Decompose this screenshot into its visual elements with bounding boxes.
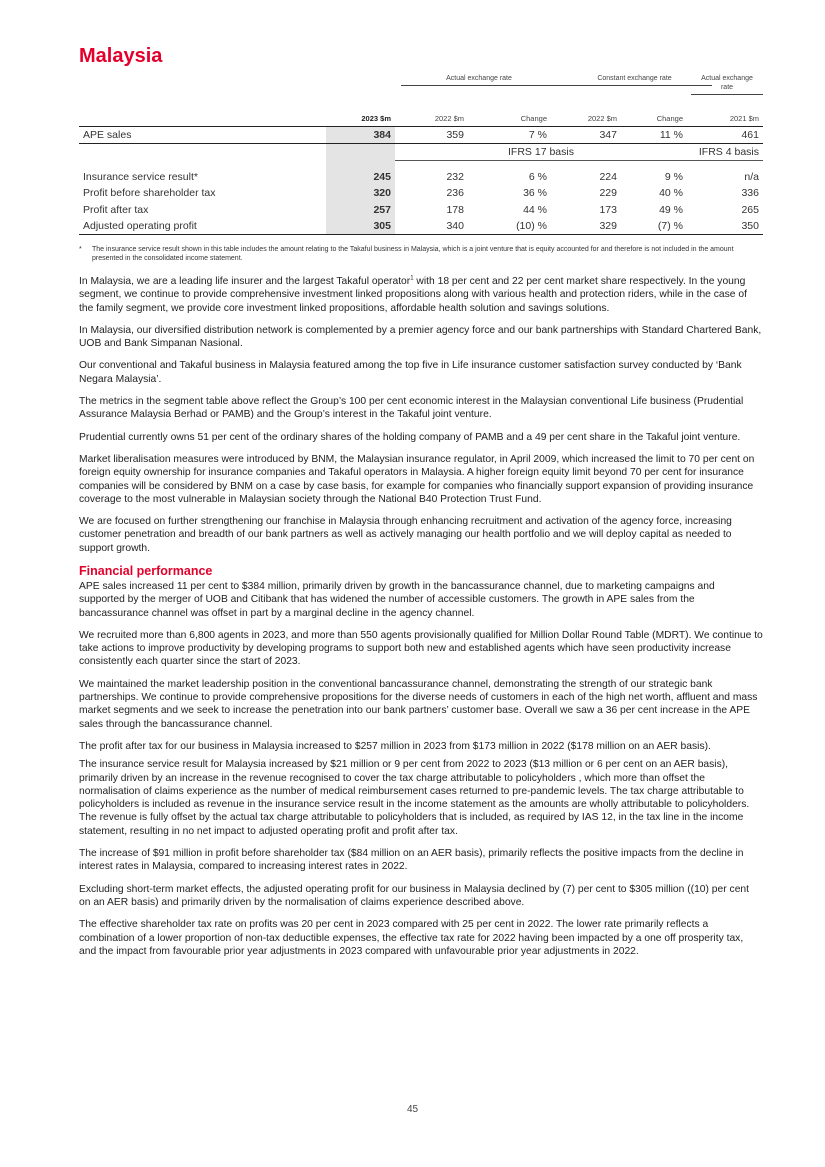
cell-2023: 384 — [326, 127, 395, 144]
col-2023: 2023 $m — [326, 112, 395, 127]
column-header-row — [79, 112, 763, 127]
footnote-ref: 1 — [410, 275, 414, 282]
group-2021-line1: Actual exchange — [701, 75, 753, 82]
financial-paragraph-2: We recruited more than 6,800 agents in 2023, and more than 550 agents provisionally qualified for Million Dollar Round Table (MDRT). We continue to take actions to improve productivity by developing programs to support both new and established agents which have seen productivity increase consistently each quarter since the start of 2023. — [79, 629, 763, 668]
table-row — [79, 169, 763, 185]
cell-2021: n/a — [744, 171, 759, 184]
cell-2022-aer: 359 — [395, 127, 468, 144]
page-title: Malaysia — [79, 45, 163, 67]
cell-change-cer: 9 % — [664, 171, 683, 184]
row-label: Insurance service result* — [83, 171, 198, 184]
financial-paragraph-6: The increase of $91 million in profit before shareholder tax ($84 million on an AER basis), primarily reflects the positive impacts from the decline in interest rates in Malaysia, compared to increasing interest rates in 2022. — [79, 848, 744, 873]
row-label: APE sales — [79, 127, 326, 144]
cell-2022-aer: 232 — [446, 171, 464, 184]
cell-2022-cer: 347 — [551, 127, 621, 144]
cell-2022-cer: 173 — [599, 203, 617, 216]
cell-2022-aer: 236 — [446, 187, 464, 200]
cell-2022-aer: 178 — [446, 203, 464, 216]
cell-2022-cer: 224 — [599, 171, 617, 184]
financial-paragraph-8: The effective shareholder tax rate on profits was 20 per cent in 2023 compared with 25 per cent in 2022. The lower rate primarily reflects a combination of a lower proportion of non-tax deductible expenses, the effective tax rate for 2022 having been impacted by a one off prosperity tax, and the impact from favourable prior year adjustments in 2023 compared with unfavourable prior year adjustments in 2022. — [79, 919, 744, 957]
intro-paragraph-1: In Malaysia, we are a leading life insurer and the largest Takaful operator$^1$ with 18 per cent and 22 per cent market share respectively. In the young segment, we continue to provide comprehensive investment linked propositions along with various health and protection riders, while in the case of the family segment, we provide core investment linked propositions, affordable health solution and savings solutions. — [79, 275, 747, 314]
cell-2023: 305 — [326, 218, 395, 235]
basis-row — [79, 144, 763, 161]
cell-2022-cer: 329 — [551, 218, 621, 235]
col-change-cer: Change — [621, 112, 687, 127]
financial-paragraph-3: We maintained the market leadership position in the conventional bancassurance channel, demonstrating the strength of our strategic bank partnerships. We continue to provide comprehensive propositions for the diverse needs of customers in each of the high net worth, affluent and mass market segments and we seek to increase the penetration into our bank partners’ customer base. Overall we saw a 36 per cent increase in the APE sales through the bancassurance channel. — [79, 678, 758, 730]
page-content — [79, 44, 763, 967]
body-text — [79, 275, 763, 958]
group-actual-exchange-rate-2021 — [689, 74, 765, 92]
col-2022-aer: 2022 $m — [395, 112, 468, 127]
table-footnote — [79, 245, 763, 263]
intro-paragraph-3: Our conventional and Takaful business in Malaysia featured among the top five in Life insurance customer satisfaction survey conducted by ‘Bank Negara Malaysia’. — [79, 360, 742, 385]
cell-change-aer: 44 % — [523, 203, 547, 216]
col-2021: 2021 $m — [687, 112, 763, 127]
cell-2022-cer: 229 — [599, 187, 617, 200]
cell-2023: 320 — [326, 185, 395, 201]
cell-change-aer: 36 % — [523, 187, 547, 200]
cell-2023: 257 — [326, 202, 395, 218]
group-2021-line2: rate — [720, 84, 734, 91]
cell-change-cer: (7) % — [621, 218, 687, 235]
financial-paragraph-1: APE sales increased 11 per cent to $384 million, primarily driven by growth in the bancassurance channel, due to marketing campaigns and supported by the merger of UOB and Citibank that has widened the number of accessible customers. The growth in APE sales from the bancassurance channel was offset in part by a marginal decline in the agency channel. — [79, 580, 715, 619]
row-label: Profit before shareholder tax — [83, 187, 216, 200]
column-group-headers — [79, 68, 763, 112]
ifrs4-basis-label: IFRS 4 basis — [687, 144, 763, 161]
group-underline-actual — [401, 85, 557, 86]
financial-paragraph-7: Excluding short-term market effects, the adjusted operating profit for our business in Malaysia declined by (7) per cent to $305 million ((10) per cent on an AER basis) and primarily driven by the normalisation of claims experience described above. — [79, 883, 750, 908]
cell-change-cer: 11 % — [621, 127, 687, 144]
intro-paragraph-2: In Malaysia, our diversified distribution network is complemented by a premier agency force and our bank partnerships with Standard Chartered Bank, UOB and Bank Simpanan Nasional. — [79, 324, 762, 350]
table-row — [79, 185, 763, 201]
section-heading-financial-performance: Financial performance — [79, 563, 213, 578]
cell-2021: 461 — [687, 127, 763, 144]
financial-paragraph-4: The profit after tax for our business in Malaysia increased to $257 million in 2023 from $173 million in 2022 ($178 million on an AER basis). — [79, 740, 711, 752]
cell-2022-aer: 340 — [395, 218, 468, 235]
cell-change-cer: 49 % — [659, 203, 683, 216]
col-2022-cer: 2022 $m — [551, 112, 621, 127]
intro-paragraph-6: Market liberalisation measures were introduced by BNM, the Malaysian insurance regulator, in April 2009, which increased the limit to 70 per cent on foreign equity ownership for insurance companies and Takaful operators in Malaysia. A higher foreign equity limit beyond 70 per cent for insurance companies will be considered by BNM on a case by case basis, for example for companies who financially support expansion of providing insurance coverage to the most vulnerable in Malaysian society through the National B40 Protection Trust Fund. — [79, 453, 755, 505]
intro-paragraph-4: The metrics in the segment table above reflect the Group’s 100 per cent economic interest in the Malaysian conventional Life business (Prudential Assurance Malaysia Berhad or PAMB) and the Group’s interest in the Takaful joint venture. — [79, 396, 744, 421]
row-label: Adjusted operating profit — [79, 218, 326, 235]
table-row — [79, 202, 763, 218]
page-number: 45 — [406, 1104, 419, 1115]
group-actual-exchange-rate: Actual exchange rate — [446, 75, 512, 82]
financial-paragraph-5: The insurance service result for Malaysia increased by $21 million or 9 per cent from 2022 to 2023 ($13 million or 6 per cent on an AER basis), primarily driven by an increase in the revenue recognised to cover the tax charge attributable to policyholders , which more than offset the normalisation of claims experience as the number of medical reimbursement cases returned to pre-pandemic levels. The tax charge attributable to policyholders is included as revenue in the insurance service result in the income statement as the amounts are wholly attributable to policyholders. The revenue is fully offset by the actual tax charge attributable to policyholders that is included, as required by IAS 12, in the tax line in the income statement, resulting in no net impact to adjusted operating profit and profit after tax. — [79, 759, 750, 837]
ifrs17-basis-label: IFRS 17 basis — [395, 144, 687, 161]
col-change-aer: Change — [468, 112, 551, 127]
cell-change-cer: 40 % — [659, 187, 683, 200]
cell-change-aer: (10) % — [468, 218, 551, 235]
cell-2023: 245 — [326, 169, 395, 185]
cell-2021: 336 — [741, 187, 759, 200]
intro-paragraph-5: Prudential currently owns 51 per cent of the ordinary shares of the holding company of PAMB and a 49 per cent share in the Takaful joint venture. — [79, 431, 741, 443]
footnote-text: The insurance service result shown in this table includes the amount relating to the Takaful business in Malaysia, which is a joint venture that is equity accounted for and therefore is not included in the amount presented in the consolidated income statement. — [92, 245, 734, 262]
table-row — [79, 218, 763, 235]
intro-paragraph-7: We are focused on further strengthening our franchise in Malaysia through enhancing recruitment and activation of the agency force, increasing customer penetration and breadth of our bank partners as well as actively managing our health portfolio and we will deploy capital as needed to support growth. — [79, 516, 732, 554]
footnote-mark: * — [79, 245, 82, 253]
group-constant-exchange-rate: Constant exchange rate — [597, 75, 672, 82]
cell-change-aer: 6 % — [528, 171, 547, 184]
table-row-ape-sales — [79, 127, 763, 144]
cell-change-aer: 7 % — [468, 127, 551, 144]
cell-2021: 350 — [687, 218, 763, 235]
segment-table — [79, 112, 763, 235]
row-label: Profit after tax — [83, 203, 149, 216]
cell-2021: 265 — [741, 203, 759, 216]
group-underline-2021 — [691, 94, 763, 95]
